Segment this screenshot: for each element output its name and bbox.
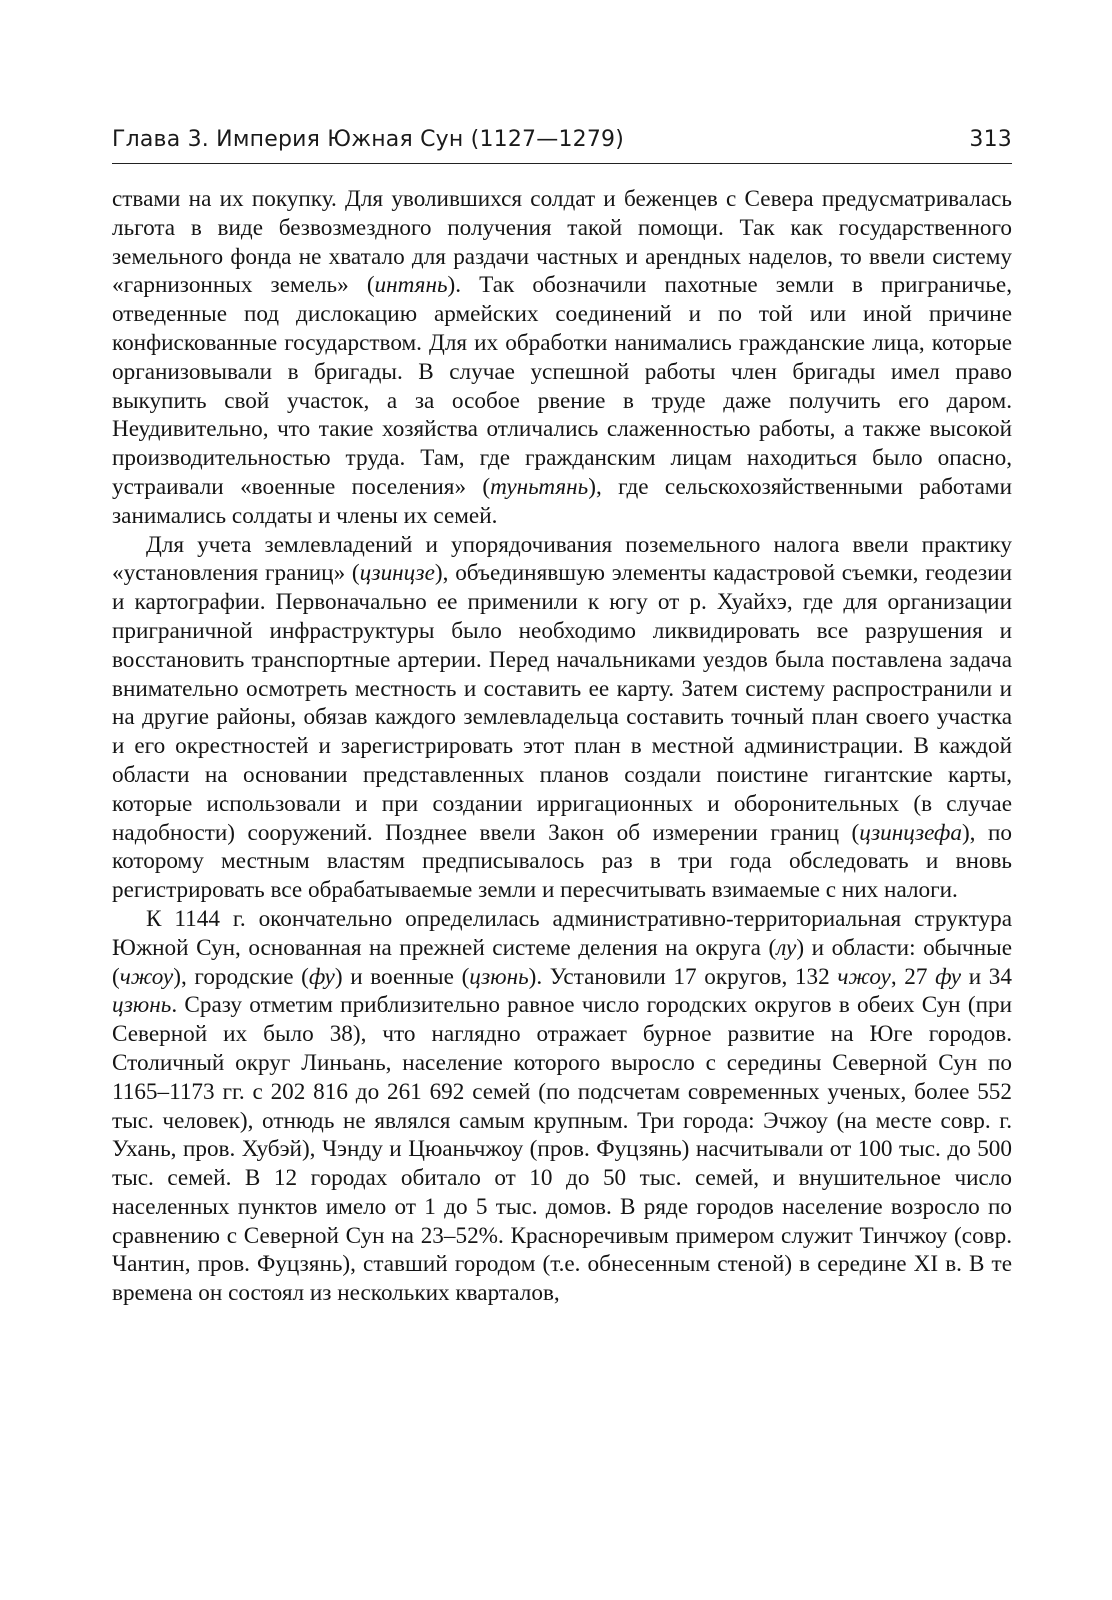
italic-term: лу <box>776 934 797 961</box>
header-rule <box>112 163 1012 164</box>
text-run: Для учета землевладений и упорядочивания поземельного налога ввели практику «установления границ» ( <box>112 531 1012 587</box>
italic-term: цзюнь <box>112 992 172 1019</box>
text-run: ствами на их покупку. Для уволившихся солдат и беженцев с Севера предусматривалась льгота в виде безвозмездного получения такой помощи. Так как государственного земельного фонда не хватало для раздачи частных и арендных наделов, то ввели систему «гарнизонных земель» ( <box>112 186 1012 299</box>
text-run: ) и области: обычные ( <box>112 934 1012 990</box>
text-run: ) и военные ( <box>334 963 470 990</box>
italic-term: цзинцзефа <box>859 819 962 846</box>
text-run: и 34 <box>961 963 1012 990</box>
running-head <box>112 120 1012 160</box>
text-run: ), по которому местным властям предписывалось раз в три года обследовать и вновь регистрировать все обрабатываемые земли и пересчитывать взимаемые с них налоги. <box>112 819 1012 904</box>
text-run: ), объединявшую элементы кадастровой съемки, геодезии и картографии. Первоначально ее применили к югу от р. Хуайхэ, где для организации приграничной инфраструктуры было необходимо ликвидировать все разрушения и восстановить транспортные артерии. Перед начальниками уездов была поставлена задача внимательно осмотреть местность и составить ее карту. Затем систему распространили и на другие районы, обязав каждого землевладельца составить точный план своего участка и его окрестностей и зарегистрировать этот план в местной администрации. В каждой области на основании представленных планов создали поистине гигантские карты, которые использовали и при создании ирригационных и оборонительных (в случае надобности) сооружений. Позднее ввели Закон об измерении границ ( <box>112 560 1012 846</box>
italic-term: фу <box>935 963 962 990</box>
italic-term: фу <box>308 963 335 990</box>
paragraph-1 <box>112 185 1012 531</box>
text-run: . Сразу отметим приблизительно равное число городских округов в обеих Сун (при Северной их было 38), что наглядно отражает бурное развитие на Юге городов. Столичный округ Линьань, население которого выросло с середины Северной Сун по 1165–1173 гг. с 202 816 до 261 692 семей (по подсчетам современных ученых, более 552 тыс. человек), отнюдь не являлся самым крупным. Три города: Эчжоу (на месте совр. г. Ухань, пров. Хубэй), Чэнду и Цюаньчжоу (пров. Фуцзянь) насчитывали от 100 тыс. до 500 тыс. семей. В 12 городах обитало от 10 до 50 тыс. семей, и внушительное число населенных пунктов имело от 1 до 5 тыс. домов. В ряде городов население возросло по сравнению с Северной Сун на 23–52%. Красноречивым примером служит Тинчжоу (совр. Чантин, пров. Фуцзянь), ставший городом (т.е. обнесенным стеной) в середине XI в. В те времена он состоял из нескольких кварталов, <box>112 992 1012 1307</box>
text-run: ). Установили 17 округов, 132 <box>528 963 838 990</box>
italic-term: цзинцзе <box>359 560 435 587</box>
chapter-title: Глава 3. Империя Южная Сун (1127—1279) <box>112 127 625 152</box>
text-run: , 27 <box>890 963 936 990</box>
text-run: ), где сельскохозяйственными работами занимались солдаты и члены их семей. <box>112 473 1012 529</box>
paragraph-3 <box>112 905 1012 1308</box>
italic-term: чжоу <box>837 963 891 990</box>
page-number: 313 <box>969 127 1012 152</box>
text-run: ). Так обозначили пахотные земли в приграничье, отведенные под дислокацию армейских соединений и по той или иной причине конфискованные государством. Для их обработки нанимались гражданские лица, которые организовывали в бригады. В случае успешной работы член бригады имел право выкупить свой участок, а за особое рвение в труде даже получить его даром. Неудивительно, что такие хозяйства отличались слаженностью работы, а также высокой производительностью труда. Там, где гражданским лицам находиться было опасно, устраивали «военные поселения» ( <box>112 272 1012 500</box>
italic-term: интянь <box>374 272 448 299</box>
text-run: ), городские ( <box>173 963 309 990</box>
text-run: К 1144 г. окончательно определилась административно-территориальная структура Южной Сун, основанная на прежней системе деления на округа ( <box>112 905 1012 961</box>
italic-term: туньтянь <box>490 473 589 500</box>
paragraph-2 <box>112 531 1012 905</box>
italic-term: чжоу <box>119 963 174 990</box>
italic-term: цзюнь <box>469 963 529 990</box>
body-text <box>112 185 1012 1308</box>
